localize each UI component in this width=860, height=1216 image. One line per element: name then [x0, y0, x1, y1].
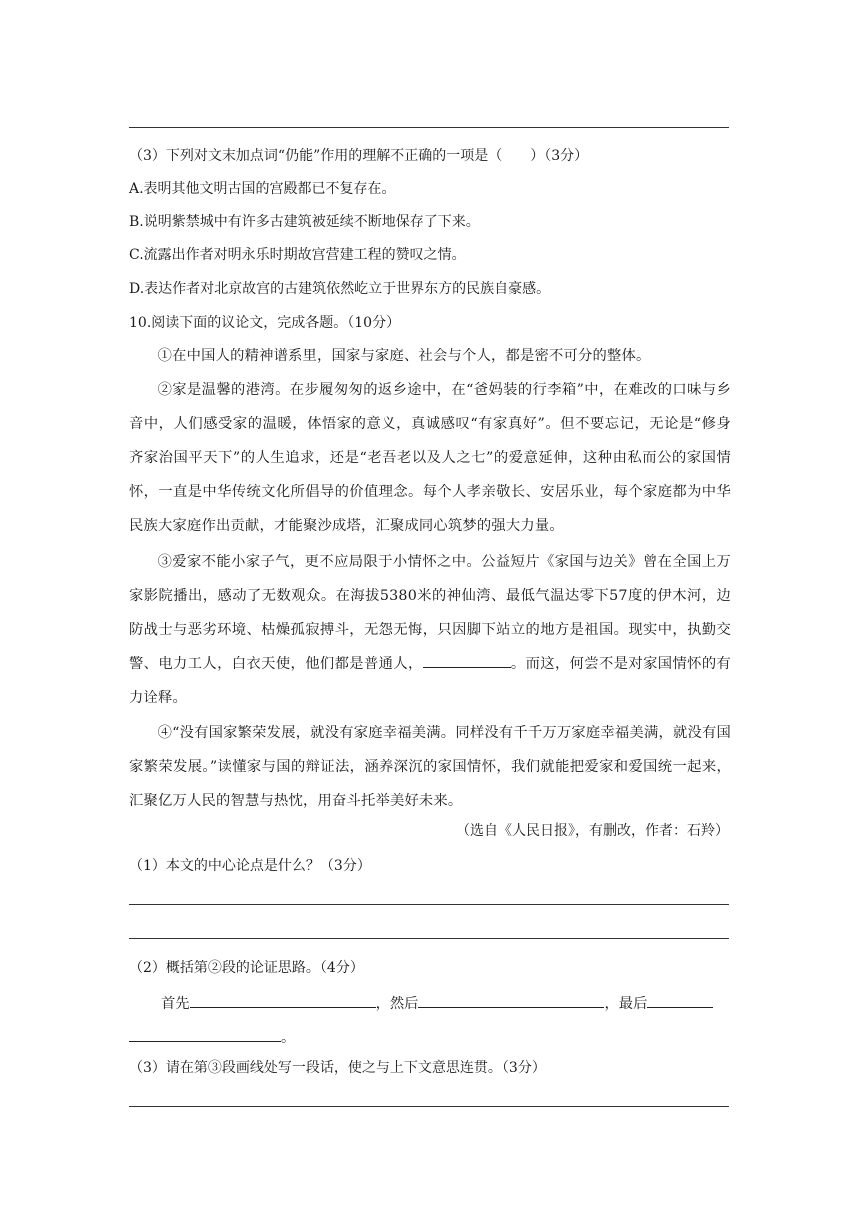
q10-sub3-answer-line[interactable]: [129, 1106, 729, 1107]
passage-paragraph-4: ④“没有国家繁荣发展，就没有家庭幸福美满。同样没有千千万万家庭幸福美满，就没有国家繁荣发展。”读懂家与国的辩证法，涵养深沉的家国情怀，我们就能把爱家和爱国统一起来，汇聚亿万人民的智慧与热忱，用奋斗托举美好未来。: [129, 725, 731, 809]
q9-3-option-c: C.流露出作者对明永乐时期故宫营建工程的赞叹之情。: [129, 247, 466, 263]
q10-sub1-question: （1）本文的中心论点是什么？（3分）: [129, 858, 371, 874]
sub2-first-blank[interactable]: [190, 992, 376, 1008]
passage-source: （选自《人民日报》，有删改，作者：石羚）: [456, 823, 729, 839]
q9-3-option-d: D.表达作者对北京故宫的古建筑依然屹立于世界东方的民族自豪感。: [129, 281, 551, 297]
q10-title: 10.阅读下面的议论文，完成各题。（10分）: [129, 315, 401, 331]
paragraph-3-underline-blank: [423, 652, 511, 668]
sub2-last-label: ，最后: [604, 996, 648, 1012]
sub2-end-mark: 。: [281, 1030, 296, 1046]
sub2-last-blank-a[interactable]: [647, 992, 713, 1008]
q9-3-option-b: B.说明紫禁城中有许多古建筑被延续不断地保存了下来。: [129, 214, 480, 230]
passage-paragraph-2: ②家是温馨的港湾。在步履匆匆的返乡途中，在“爸妈装的行李箱”中，在难改的口味与乡音中，人们感受家的温暖，体悟家的意义，真诚感叹“有家真好”。但不要忘记，无论是“修身齐家治国平天下”的人生追求，还是“老吾老以及人之七”的爱意延伸，这种由私而公的家国情怀，一直是中华传统文化所倡导的价值理念。每个人孝亲敬长、安居乐业，每个家庭都为中华民族大家庭作出贡献，才能聚沙成塔，汇聚成同心筑梦的强大力量。: [129, 382, 731, 534]
q10-sub2-question: （2）概括第②段的论证思路。（4分）: [129, 960, 364, 976]
q10-sub3-question: （3）请在第③段画线处写一段话，使之与上下文意思连贯。（3分）: [129, 1060, 546, 1076]
q10-sub2-answer-row-2: [129, 1026, 731, 1048]
q9-3-stem: （3）下列对文末加点词“仍能”作用的理解不正确的一项是（ ）（3分）: [129, 148, 589, 164]
passage-paragraph-3: [129, 545, 731, 715]
paragraph-3-text-before: ③爱家不能小家子气，更不应局限于小情怀之中。公益短片《家国与边关》曾在全国上万家影院播出，感动了无数观众。在海拔5380米的神仙湾、最低气温达零下57度的伊木河，边防战士与恶劣环境、枯燥孤寂搏斗，无怨无悔，只因脚下站立的地方是祖国。现实中，执勤交警、电力工人，白衣天使，他们都是普通人，: [129, 554, 731, 672]
q9-3-option-a: A.表明其他文明古国的宫殿都已不复存在。: [129, 181, 396, 197]
sub2-then-label: ，然后: [375, 996, 419, 1012]
q10-sub1-answer-line-1[interactable]: [129, 904, 729, 905]
header-rule: [129, 127, 729, 128]
q10-sub1-answer-line-2[interactable]: [129, 938, 729, 939]
q10-sub2-answer-row: [129, 992, 763, 1014]
sub2-first-label: 首先: [161, 996, 190, 1012]
paragraph-3-text-after: 。而这，何尝不是对家国情怀的有力诠释。: [129, 656, 732, 706]
sub2-then-blank[interactable]: [418, 992, 604, 1008]
passage-paragraph-1: ①在中国人的精神谱系里，国家与家庭、社会与个人，都是密不可分的整体。: [157, 348, 651, 364]
sub2-last-blank-b[interactable]: [129, 1026, 281, 1042]
